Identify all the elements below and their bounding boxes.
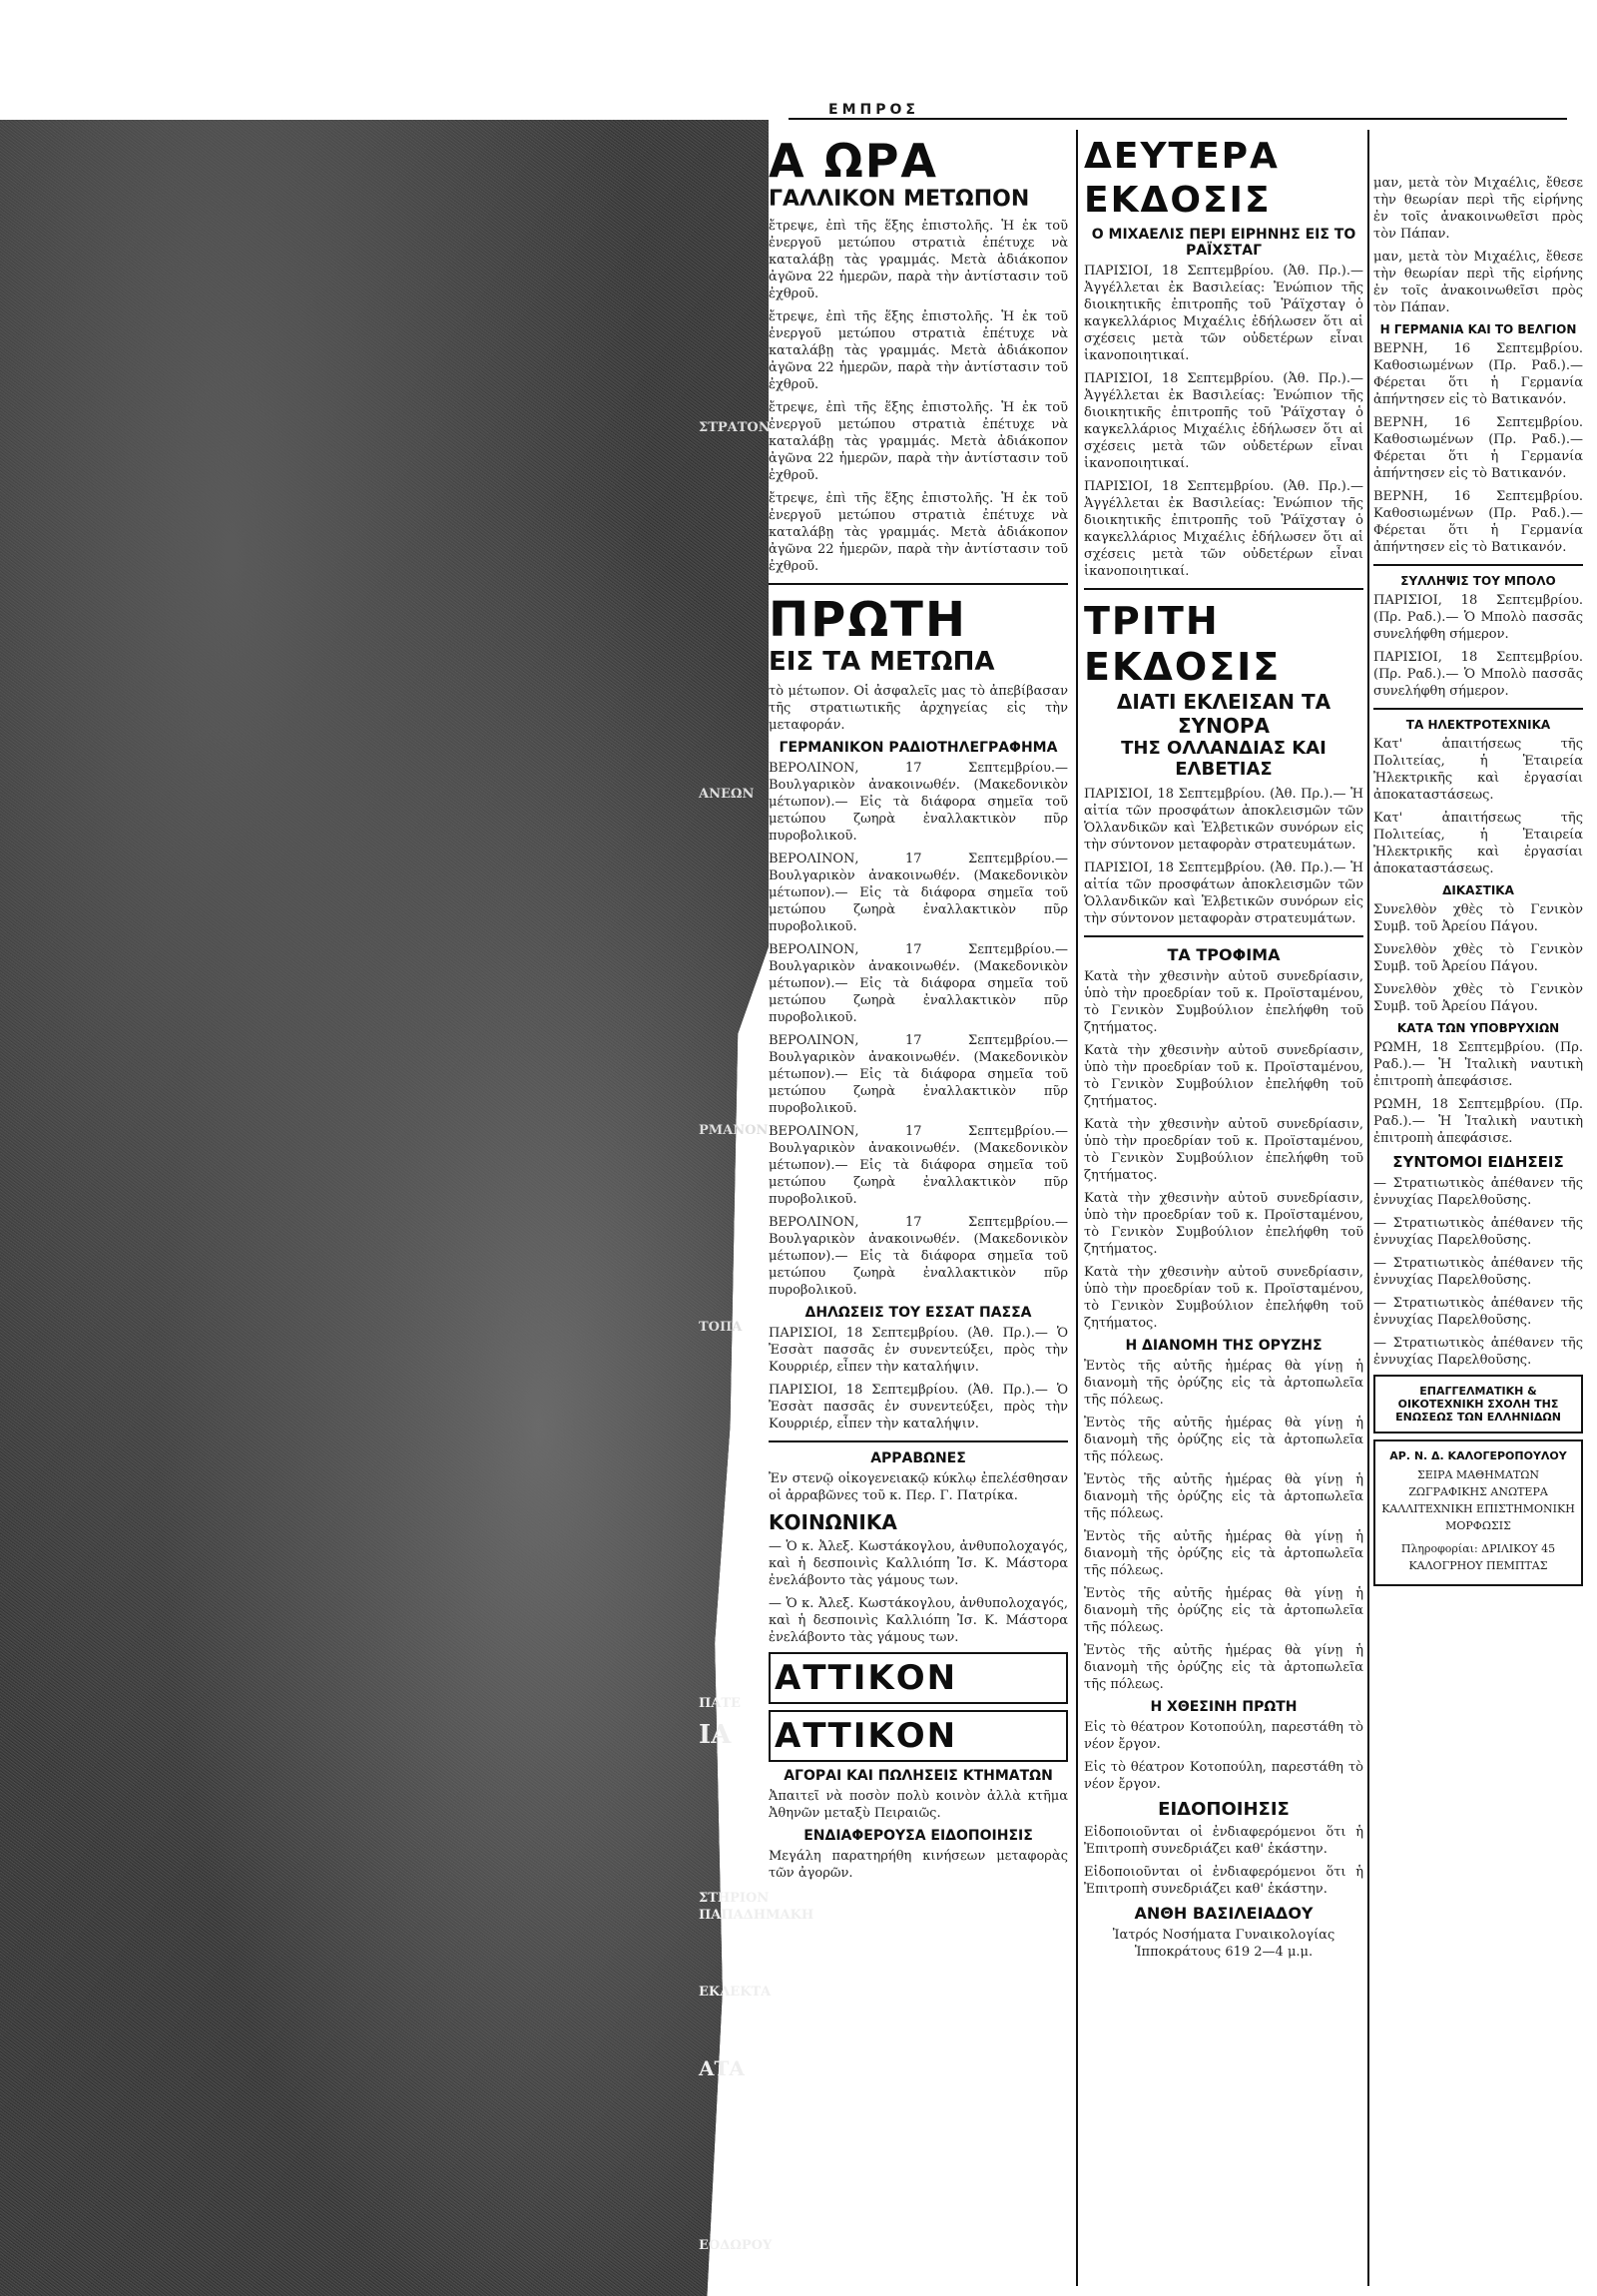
- divider: [769, 1440, 1068, 1442]
- headline: ΤΡΙΤΗ ΕΚΔΟΣΙΣ: [1084, 599, 1282, 689]
- article-body: ΒΕΡΟΛΙΝΟΝ, 17 Σεπτεμβρίου.— Βουλγαρικὸν ἀνακοινωθέν. (Μακεδονικὸν μέτωπον).— Εἰς τὰ διάφορα σημεῖα τοῦ μετώπου ζωηρὰ ἐναλλακτικὸν πῦρ πυροβολικοῦ.: [769, 1124, 1068, 1207]
- article-body: Κατὰ τὴν χθεσινὴν αὐτοῦ συνεδρίασιν, ὑπὸ τὴν προεδρίαν τοῦ κ. Προϊσταμένου, τὸ Γενικὸν Συμβούλιον ἐπελήφθη τοῦ ζητήματος.: [1084, 1043, 1363, 1109]
- article-body: Ἐντὸς τῆς αὐτῆς ἡμέρας θὰ γίνῃ ἡ διανομὴ τῆς ὀρύζης εἰς τὰ ἀρτοπωλεῖα τῆς πόλεως.: [1084, 1643, 1363, 1692]
- article-body: Ἐντὸς τῆς αὐτῆς ἡμέρας θὰ γίνῃ ἡ διανομὴ τῆς ὀρύζης εἰς τὰ ἀρτοπωλεῖα τῆς πόλεως.: [1084, 1586, 1363, 1635]
- article-body: ΒΕΡΟΛΙΝΟΝ, 17 Σεπτεμβρίου.— Βουλγαρικὸν ἀνακοινωθέν. (Μακεδονικὸν μέτωπον).— Εἰς τὰ διάφορα σημεῖα τοῦ μετώπου ζωηρὰ ἐναλλακτικὸν πῦρ πυροβολικοῦ.: [769, 761, 1068, 844]
- article-body: Συνελθὸν χθὲς τὸ Γενικὸν Συμβ. τοῦ Ἀρείου Πάγου.: [1373, 942, 1583, 974]
- section-heading: ΑΓΟΡΑΙ ΚΑΙ ΠΩΛΗΣΕΙΣ ΚΤΗΜΑΤΩΝ: [784, 1768, 1053, 1784]
- article-body: Εἰδοποιοῦνται οἱ ἐνδιαφερόμενοι ὅτι ἡ Ἐπιτροπὴ συνεδριάζει καθ' ἑκάστην.: [1084, 1865, 1363, 1897]
- article-body: Κατὰ τὴν χθεσινὴν αὐτοῦ συνεδρίασιν, ὑπὸ τὴν προεδρίαν τοῦ κ. Προϊσταμένου, τὸ Γενικὸν Συμβούλιον ἐπελήφθη τοῦ ζητήματος.: [1084, 1265, 1363, 1331]
- section-heading: Ο ΜΙΧΑΕΛΙΣ ΠΕΡΙ ΕΙΡΗΝΗΣ ΕΙΣ ΤΟ ΡΑΪΧΣΤΑΓ: [1091, 227, 1356, 259]
- subheadline: ΤΗΣ ΟΛΛΑΝΔΙΑΣ ΚΑΙ ΕΛΒΕΤΙΑΣ: [1121, 738, 1327, 780]
- headline: ΔΕΥΤΕΡΑ ΕΚΔΟΣΙΣ: [1084, 136, 1280, 221]
- article-body: Ἐντὸς τῆς αὐτῆς ἡμέρας θὰ γίνῃ ἡ διανομὴ τῆς ὀρύζης εἰς τὰ ἀρτοπωλεῖα τῆς πόλεως.: [1084, 1472, 1363, 1521]
- article-body: — Στρατιωτικὸς ἀπέθανεν τῆς ἐννυχίας Παρελθοῦσης.: [1373, 1176, 1583, 1208]
- article-body: Κατὰ τὴν χθεσινὴν αὐτοῦ συνεδρίασιν, ὑπὸ τὴν προεδρίαν τοῦ κ. Προϊσταμένου, τὸ Γενικὸν Συμβούλιον ἐπελήφθη τοῦ ζητήματος.: [1084, 969, 1363, 1035]
- subheadline: ΔΙΑΤΙ ΕΚΛΕΙΣΑΝ ΤΑ ΣΥΝΟΡΑ: [1116, 690, 1331, 738]
- article-body: ἔτρεψε, ἐπὶ τῆς ἕξης ἐπιστολῆς. Ἡ ἐκ τοῦ ἐνεργοῦ μετώπου στρατιὰ ἐπέτυχε νὰ καταλάβῃ τὰς γραμμάς. Μετὰ ἀδιάκοπον ἀγῶνα 22 ἡμερῶν, παρὰ τὴν ἀντίστασιν τοῦ ἐχθροῦ.: [769, 309, 1068, 392]
- headline: Α ΩΡΑ: [769, 134, 939, 188]
- article-body: ΠΑΡΙΣΙΟΙ, 18 Σεπτεμβρίου. (Ἀθ. Πρ.).— Ἀγγέλλεται ἐκ Βασιλείας: Ἐνώπιον τῆς διοικητικῆς ἐπιτροπῆς τοῦ Ῥάϊχσταγ ὁ καγκελλάριος Μιχαέλις ἐδήλωσεν ὅτι αἱ σχέσεις μετὰ τῶν οὐδετέρων εἶναι ἱκανοποιητικαί.: [1084, 264, 1363, 363]
- art-lessons-advertisement: [1373, 1439, 1583, 1586]
- headline: ΠΡΩΤΗ: [769, 592, 968, 648]
- column-b: [1084, 135, 1363, 2281]
- ad-body: Πληροφορίαι: ΔΡΙΛΙΚΟΥ 45 ΚΑΛΟΓΡΗΟΥ ΠΕΜΠΤΑΣ: [1400, 1542, 1556, 1572]
- left-fragment: ΑΤΑ: [699, 2056, 745, 2080]
- article-body: ΒΕΡΝΗ, 16 Σεπτεμβρίου. Καθοσιωμένων (Πρ. Ραδ.).— Φέρεται ὅτι ἡ Γερμανία ἀπήντησεν εἰς τὸ Βατικανόν.: [1373, 489, 1583, 555]
- divider: [1084, 935, 1363, 937]
- advertisement: [769, 1652, 1068, 1704]
- article-body: ΡΩΜΗ, 18 Σεπτεμβρίου. (Πρ. Ραδ.).— Ἡ Ἰταλικὴ ναυτικὴ ἐπιτροπὴ ἀπεφάσισε.: [1373, 1040, 1583, 1089]
- dark-scan-region: [0, 120, 769, 2296]
- article-body: ΠΑΡΙΣΙΟΙ, 18 Σεπτεμβρίου. (Ἀθ. Πρ.).— Ἡ αἰτία τῶν προσφάτων ἀποκλεισμῶν τῶν Ὁλλανδικῶν καὶ Ἑλβετικῶν συνόρων εἰς τὴν σύντονον μεταφορὰν στρατευμάτων.: [1084, 787, 1363, 853]
- ad-title: ΑΡ. Ν. Δ. ΚΑΛΟΓΕΡΟΠΟΥΛΟΥ: [1389, 1449, 1567, 1462]
- article-body: ἔτρεψε, ἐπὶ τῆς ἕξης ἐπιστολῆς. Ἡ ἐκ τοῦ ἐνεργοῦ μετώπου στρατιὰ ἐπέτυχε νὰ καταλάβῃ τὰς γραμμάς. Μετὰ ἀδιάκοπον ἀγῶνα 22 ἡμερῶν, παρὰ τὴν ἀντίστασιν τοῦ ἐχθροῦ.: [769, 400, 1068, 483]
- divider: [1084, 588, 1363, 590]
- article-body: Συνελθὸν χθὲς τὸ Γενικὸν Συμβ. τοῦ Ἀρείου Πάγου.: [1373, 982, 1583, 1014]
- article-body: Εἰς τὸ θέατρον Κοτοπούλη, παρεστάθη τὸ νέον ἔργον.: [1084, 1760, 1363, 1792]
- article-body: ΠΑΡΙΣΙΟΙ, 18 Σεπτεμβρίου. (Ἀθ. Πρ.).— Ἀγγέλλεται ἐκ Βασιλείας: Ἐνώπιον τῆς διοικητικῆς ἐπιτροπῆς τοῦ Ῥάϊχσταγ ὁ καγκελλάριος Μιχαέλις ἐδήλωσεν ὅτι αἱ σχέσεις μετὰ τῶν οὐδετέρων εἶναι ἱκανοποιητικαί.: [1084, 479, 1363, 579]
- article-body: — Στρατιωτικὸς ἀπέθανεν τῆς ἐννυχίας Παρελθοῦσης.: [1373, 1336, 1583, 1368]
- subheadline: ΓΑΛΛΙΚΟΝ ΜΕΤΩΠΟΝ: [769, 187, 1030, 212]
- article-body: τὸ μέτωπον. Οἱ ἀσφαλεῖς μας τὸ ἀπεβίβασαν τῆς στρατιωτικῆς ἀρχηγείας εἰς τὴν μεταφοράν.: [769, 684, 1068, 733]
- section-heading: ΑΡΡΑΒΩΝΕΣ: [870, 1450, 966, 1466]
- ad-body: ΣΕΙΡΑ ΜΑΘΗΜΑΤΩΝ ΖΩΓΡΑΦΙΚΗΣ ΑΝΩΤΕΡΑ ΚΑΛΛΙΤΕΧΝΙΚΗ ΕΠΙΣΤΗΜΟΝΙΚΗ ΜΟΡΦΩΣΙΣ: [1381, 1468, 1575, 1532]
- article-body: — Στρατιωτικὸς ἀπέθανεν τῆς ἐννυχίας Παρελθοῦσης.: [1373, 1216, 1583, 1248]
- left-fragment: ΡΜΑΝΟΝ: [699, 1123, 769, 1138]
- article-body: ἔτρεψε, ἐπὶ τῆς ἕξης ἐπιστολῆς. Ἡ ἐκ τοῦ ἐνεργοῦ μετώπου στρατιὰ ἐπέτυχε νὰ καταλάβῃ τὰς γραμμάς. Μετὰ ἀδιάκοπον ἀγῶνα 22 ἡμερῶν, παρὰ τὴν ἀντίστασιν τοῦ ἐχθροῦ.: [769, 219, 1068, 301]
- ad-title: ΕΠΑΓΓΕΛΜΑΤΙΚΗ & ΟΙΚΟΤΕΧΝΙΚΗ ΣΧΟΛΗ ΤΗΣ ΕΝΩΣΕΩΣ ΤΩΝ ΕΛΛΗΝΙΔΩΝ: [1395, 1385, 1561, 1424]
- column-c: [1373, 175, 1583, 2281]
- article-body: Μεγάλη παρατηρήθη κινήσεων μεταφορὰς τῶν ἀγορῶν.: [769, 1849, 1068, 1881]
- article-body: ΠΑΡΙΣΙΟΙ, 18 Σεπτεμβρίου. (Πρ. Ραδ.).— Ὁ Μπολὸ πασσᾶς συνελήφθη σήμερον.: [1373, 593, 1583, 642]
- ad-title: ΑΤΤΙΚΟΝ: [775, 1716, 958, 1756]
- ad-title: ΑΤΤΙΚΟΝ: [775, 1658, 958, 1698]
- article-body: μαν, μετὰ τὸν Μιχαέλις, ἔθεσε τὴν θεωρίαν περὶ τῆς εἰρήνης ἐν τοῖς ἀνακοινωθεῖσι πρὸς τὸν Πάπαν.: [1373, 250, 1583, 315]
- article-body: Ἀπαιτεῖ νὰ ποσὸν πολὺ κοινὸν ἀλλὰ κτῆμα Ἀθηνῶν μεταξὺ Πειραιῶς.: [769, 1789, 1068, 1821]
- article-body: ΒΕΡΝΗ, 16 Σεπτεμβρίου. Καθοσιωμένων (Πρ. Ραδ.).— Φέρεται ὅτι ἡ Γερμανία ἀπήντησεν εἰς τὸ Βατικανόν.: [1373, 415, 1583, 481]
- article-body: Συνελθὸν χθὲς τὸ Γενικὸν Συμβ. τοῦ Ἀρείου Πάγου.: [1373, 902, 1583, 934]
- left-fragment: ΕΟΔΩΡΟΥ: [699, 2238, 773, 2253]
- section-heading: ΕΙΔΟΠΟΙΗΣΙΣ: [1158, 1799, 1290, 1820]
- left-fragment: ΠΑΤΕ: [699, 1696, 741, 1711]
- article-body: ΠΑΡΙΣΙΟΙ, 18 Σεπτεμβρίου. (Ἀθ. Πρ.).— Ἀγγέλλεται ἐκ Βασιλείας: Ἐνώπιον τῆς διοικητικῆς ἐπιτροπῆς τοῦ Ῥάϊχσταγ ὁ καγκελλάριος Μιχαέλις ἐδήλωσεν ὅτι αἱ σχέσεις μετὰ τῶν οὐδετέρων εἶναι ἱκανοποιητικαί.: [1084, 371, 1363, 471]
- column-rule: [1367, 130, 1369, 2286]
- article-body: ΡΩΜΗ, 18 Σεπτεμβρίου. (Πρ. Ραδ.).— Ἡ Ἰταλικὴ ναυτικὴ ἐπιτροπὴ ἀπεφάσισε.: [1373, 1097, 1583, 1146]
- article-body: Ἐντὸς τῆς αὐτῆς ἡμέρας θὰ γίνῃ ἡ διανομὴ τῆς ὀρύζης εἰς τὰ ἀρτοπωλεῖα τῆς πόλεως.: [1084, 1416, 1363, 1464]
- section-heading: ΣΥΝΤΟΜΟΙ ΕΙΔΗΣΕΙΣ: [1392, 1153, 1564, 1171]
- section-heading: ΕΝΔΙΑΦΕΡΟΥΣΑ ΕΙΔΟΠΟΙΗΣΙΣ: [803, 1828, 1033, 1844]
- article-body: ἔτρεψε, ἐπὶ τῆς ἕξης ἐπιστολῆς. Ἡ ἐκ τοῦ ἐνεργοῦ μετώπου στρατιὰ ἐπέτυχε νὰ καταλάβῃ τὰς γραμμάς. Μετὰ ἀδιάκοπον ἀγῶνα 22 ἡμερῶν, παρὰ τὴν ἀντίστασιν τοῦ ἐχθροῦ.: [769, 491, 1068, 574]
- article-body: ΠΑΡΙΣΙΟΙ, 18 Σεπτεμβρίου. (Ἀθ. Πρ.).— Ὁ Ἐσσὰτ πασσᾶς ἐν συνεντεύξει, πρὸς τὴν Κουρριέρ, εἶπεν τὴν καταλήψιν.: [769, 1326, 1068, 1375]
- article-body: Εἰδοποιοῦνται οἱ ἐνδιαφερόμενοι ὅτι ἡ Ἐπιτροπὴ συνεδριάζει καθ' ἑκάστην.: [1084, 1825, 1363, 1857]
- section-heading: ΓΕΡΜΑΝΙΚΟΝ ΡΑΔΙΟΤΗΛΕΓΡΑΦΗΜΑ: [779, 740, 1058, 756]
- left-fragment: ΑΝΕΩΝ: [699, 787, 755, 802]
- section-heading: ΤΑ ΤΡΟΦΙΜΑ: [1167, 945, 1281, 964]
- section-heading: Η ΔΙΑΝΟΜΗ ΤΗΣ ΟΡΥΖΗΣ: [1125, 1338, 1323, 1354]
- column-a: [769, 135, 1068, 2281]
- section-heading: Η ΓΕΡΜΑΝΙΑ ΚΑΙ ΤΟ ΒΕΛΓΙΟΝ: [1379, 322, 1577, 336]
- article-body: Ἐντὸς τῆς αὐτῆς ἡμέρας θὰ γίνῃ ἡ διανομὴ τῆς ὀρύζης εἰς τὰ ἀρτοπωλεῖα τῆς πόλεως.: [1084, 1359, 1363, 1408]
- section-heading: ΤΑ ΗΛΕΚΤΡΟΤΕΧΝΙΚΑ: [1405, 718, 1551, 732]
- article-body: ΠΑΡΙΣΙΟΙ, 18 Σεπτεμβρίου. (Πρ. Ραδ.).— Ὁ Μπολὸ πασσᾶς συνελήφθη σήμερον.: [1373, 650, 1583, 699]
- article-body: ΠΑΡΙΣΙΟΙ, 18 Σεπτεμβρίου. (Ἀθ. Πρ.).— Ἡ αἰτία τῶν προσφάτων ἀποκλεισμῶν τῶν Ὁλλανδικῶν καὶ Ἑλβετικῶν συνόρων εἰς τὴν σύντονον μεταφορὰν στρατευμάτων.: [1084, 861, 1363, 926]
- divider: [1373, 564, 1583, 566]
- article-body: Κατ' ἀπαιτήσεως τῆς Πολιτείας, ἡ Ἑταιρεία Ἠλεκτρικῆς καὶ ἐργασίαι ἀποκαταστάσεως.: [1373, 737, 1583, 803]
- article-body: Κατὰ τὴν χθεσινὴν αὐτοῦ συνεδρίασιν, ὑπὸ τὴν προεδρίαν τοῦ κ. Προϊσταμένου, τὸ Γενικὸν Συμβούλιον ἐπελήφθη τοῦ ζητήματος.: [1084, 1117, 1363, 1183]
- article-body: — Στρατιωτικὸς ἀπέθανεν τῆς ἐννυχίας Παρελθοῦσης.: [1373, 1256, 1583, 1288]
- section-heading: ΚΟΙΝΩΝΙΚΑ: [769, 1510, 897, 1534]
- paper-name: ΕΜΠΡΟΣ: [828, 102, 919, 118]
- masthead: [789, 102, 1567, 132]
- left-fragment: ΣΤΡΑΤΟΝ: [699, 420, 771, 435]
- article-body: Κατὰ τὴν χθεσινὴν αὐτοῦ συνεδρίασιν, ὑπὸ τὴν προεδρίαν τοῦ κ. Προϊσταμένου, τὸ Γενικὸν Συμβούλιον ἐπελήφθη τοῦ ζητήματος.: [1084, 1191, 1363, 1257]
- left-fragment: ΕΚΛΕΚΤΑ: [699, 1985, 772, 2000]
- article-body: Ἐν στενῷ οἰκογενειακῷ κύκλῳ ἐπελέσθησαν οἱ ἀρραβῶνες τοῦ κ. Περ. Γ. Πατρίκα.: [769, 1471, 1068, 1503]
- advertisement: [769, 1710, 1068, 1762]
- article-body: ΒΕΡΟΛΙΝΟΝ, 17 Σεπτεμβρίου.— Βουλγαρικὸν ἀνακοινωθέν. (Μακεδονικὸν μέτωπον).— Εἰς τὰ διάφορα σημεῖα τοῦ μετώπου ζωηρὰ ἐναλλακτικὸν πῦρ πυροβολικοῦ.: [769, 1033, 1068, 1116]
- article-body: — Στρατιωτικὸς ἀπέθανεν τῆς ἐννυχίας Παρελθοῦσης.: [1373, 1296, 1583, 1328]
- section-heading: ΔΗΛΩΣΕΙΣ ΤΟΥ ΕΣΣΑΤ ΠΑΣΣΑ: [804, 1305, 1032, 1321]
- article-body: ΒΕΡΟΛΙΝΟΝ, 17 Σεπτεμβρίου.— Βουλγαρικὸν ἀνακοινωθέν. (Μακεδονικὸν μέτωπον).— Εἰς τὰ διάφορα σημεῖα τοῦ μετώπου ζωηρὰ ἐναλλακτικὸν πῦρ πυροβολικοῦ.: [769, 942, 1068, 1025]
- school-advertisement: [1373, 1375, 1583, 1434]
- article-body: μαν, μετὰ τὸν Μιχαέλις, ἔθεσε τὴν θεωρίαν περὶ τῆς εἰρήνης ἐν τοῖς ἀνακοινωθεῖσι πρὸς τὸν Πάπαν.: [1373, 176, 1583, 242]
- column-rule: [1076, 130, 1078, 2286]
- article-body: — Ὁ κ. Ἀλεξ. Κωστάκογλου, ἀνθυπολοχαγός, καὶ ἡ δεσποινὶς Καλλιόπη Ἰσ. Κ. Μάστορα ἐνελάβοντο τὰς γάμους των.: [769, 1596, 1068, 1645]
- left-fragments: [699, 419, 814, 2253]
- article-body: ΒΕΡΝΗ, 16 Σεπτεμβρίου. Καθοσιωμένων (Πρ. Ραδ.).— Φέρεται ὅτι ἡ Γερμανία ἀπήντησεν εἰς τὸ Βατικανόν.: [1373, 341, 1583, 407]
- article-body: Ἰατρός Νοσήματα Γυναικολογίας Ἱπποκράτους 619 2—4 μ.μ.: [1112, 1928, 1335, 1960]
- section-heading: Η ΧΘΕΣΙΝΗ ΠΡΩΤΗ: [1150, 1699, 1298, 1715]
- article-body: Εἰς τὸ θέατρον Κοτοπούλη, παρεστάθη τὸ νέον ἔργον.: [1084, 1720, 1363, 1752]
- left-fragment: ΙΑ: [699, 1720, 732, 1750]
- section-heading: ΔΙΚΑΣΤΙΚΑ: [1442, 883, 1514, 897]
- article-body: ΠΑΡΙΣΙΟΙ, 18 Σεπτεμβρίου. (Ἀθ. Πρ.).— Ὁ Ἐσσὰτ πασσᾶς ἐν συνεντεύξει, πρὸς τὴν Κουρριέρ, εἶπεν τὴν καταλήψιν.: [769, 1383, 1068, 1432]
- section-heading: ΑΝΘΗ ΒΑΣΙΛΕΙΑΔΟΥ: [1134, 1904, 1314, 1923]
- section-heading: ΣΥΛΛΗΨΙΣ ΤΟΥ ΜΠΟΛΟ: [1400, 574, 1556, 588]
- article-body: Ἐντὸς τῆς αὐτῆς ἡμέρας θὰ γίνῃ ἡ διανομὴ τῆς ὀρύζης εἰς τὰ ἀρτοπωλεῖα τῆς πόλεως.: [1084, 1529, 1363, 1578]
- divider: [1373, 708, 1583, 710]
- article-body: ΒΕΡΟΛΙΝΟΝ, 17 Σεπτεμβρίου.— Βουλγαρικὸν ἀνακοινωθέν. (Μακεδονικὸν μέτωπον).— Εἰς τὰ διάφορα σημεῖα τοῦ μετώπου ζωηρὰ ἐναλλακτικὸν πῦρ πυροβολικοῦ.: [769, 1215, 1068, 1298]
- article-body: — Ὁ κ. Ἀλεξ. Κωστάκογλου, ἀνθυπολοχαγός, καὶ ἡ δεσποινὶς Καλλιόπη Ἰσ. Κ. Μάστορα ἐνελάβοντο τὰς γάμους των.: [769, 1539, 1068, 1588]
- left-fragment: ΣΤΗΡΙΟΝ ΠΑΠΑΔΗΜΑΚΗ: [699, 1891, 814, 1923]
- section-heading: ΚΑΤΑ ΤΩΝ ΥΠΟΒΡΥΧΙΩΝ: [1396, 1021, 1560, 1035]
- article-body: ΒΕΡΟΛΙΝΟΝ, 17 Σεπτεμβρίου.— Βουλγαρικὸν ἀνακοινωθέν. (Μακεδονικὸν μέτωπον).— Εἰς τὰ διάφορα σημεῖα τοῦ μετώπου ζωηρὰ ἐναλλακτικὸν πῦρ πυροβολικοῦ.: [769, 852, 1068, 934]
- left-fragment: ΤΟΠΑ: [699, 1320, 743, 1335]
- divider: [769, 583, 1068, 585]
- subheadline: ΕΙΣ ΤΑ ΜΕΤΩΠΑ: [769, 647, 995, 677]
- article-body: Κατ' ἀπαιτήσεως τῆς Πολιτείας, ἡ Ἑταιρεία Ἠλεκτρικῆς καὶ ἐργασίαι ἀποκαταστάσεως.: [1373, 811, 1583, 876]
